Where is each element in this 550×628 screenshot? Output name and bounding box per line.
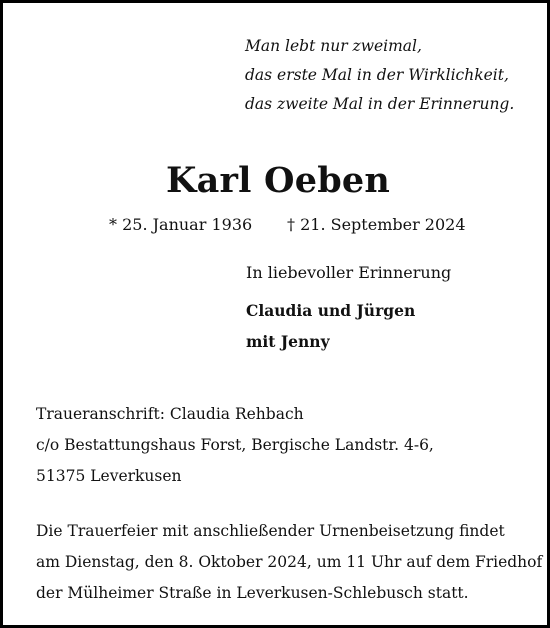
mourner-names <box>246 295 415 357</box>
ceremony-line: der Mülheimer Straße in Leverkusen-Schlebusch statt. <box>36 584 469 602</box>
address-line: c/o Bestattungshaus Forst, Bergische Landstr. 4-6, <box>36 436 434 454</box>
mourner-line: Claudia und Jürgen <box>246 301 416 320</box>
mourning-address <box>36 399 434 492</box>
deceased-name: Karl Oeben <box>166 160 390 201</box>
quote-line: das zweite Mal in der Erinnerung. <box>245 95 515 113</box>
quote-line: das erste Mal in der Wirklichkeit, <box>245 66 509 84</box>
address-line: Traueranschrift: Claudia Rehbach <box>36 405 304 423</box>
memorial-quote <box>245 32 514 119</box>
birth-date: * 25. Januar 1936 <box>109 215 253 234</box>
funeral-ceremony-info <box>36 516 542 609</box>
memory-line: In liebevoller Erinnerung <box>246 263 452 282</box>
death-date: † 21. September 2024 <box>287 215 466 234</box>
quote-line: Man lebt nur zweimal, <box>245 37 422 55</box>
address-line: 51375 Leverkusen <box>36 467 182 485</box>
mourner-line: mit Jenny <box>246 332 330 351</box>
ceremony-line: am Dienstag, den 8. Oktober 2024, um 11 Uhr auf dem Friedhof <box>36 553 543 571</box>
ceremony-line: Die Trauerfeier mit anschließender Urnenbeisetzung findet <box>36 522 505 540</box>
